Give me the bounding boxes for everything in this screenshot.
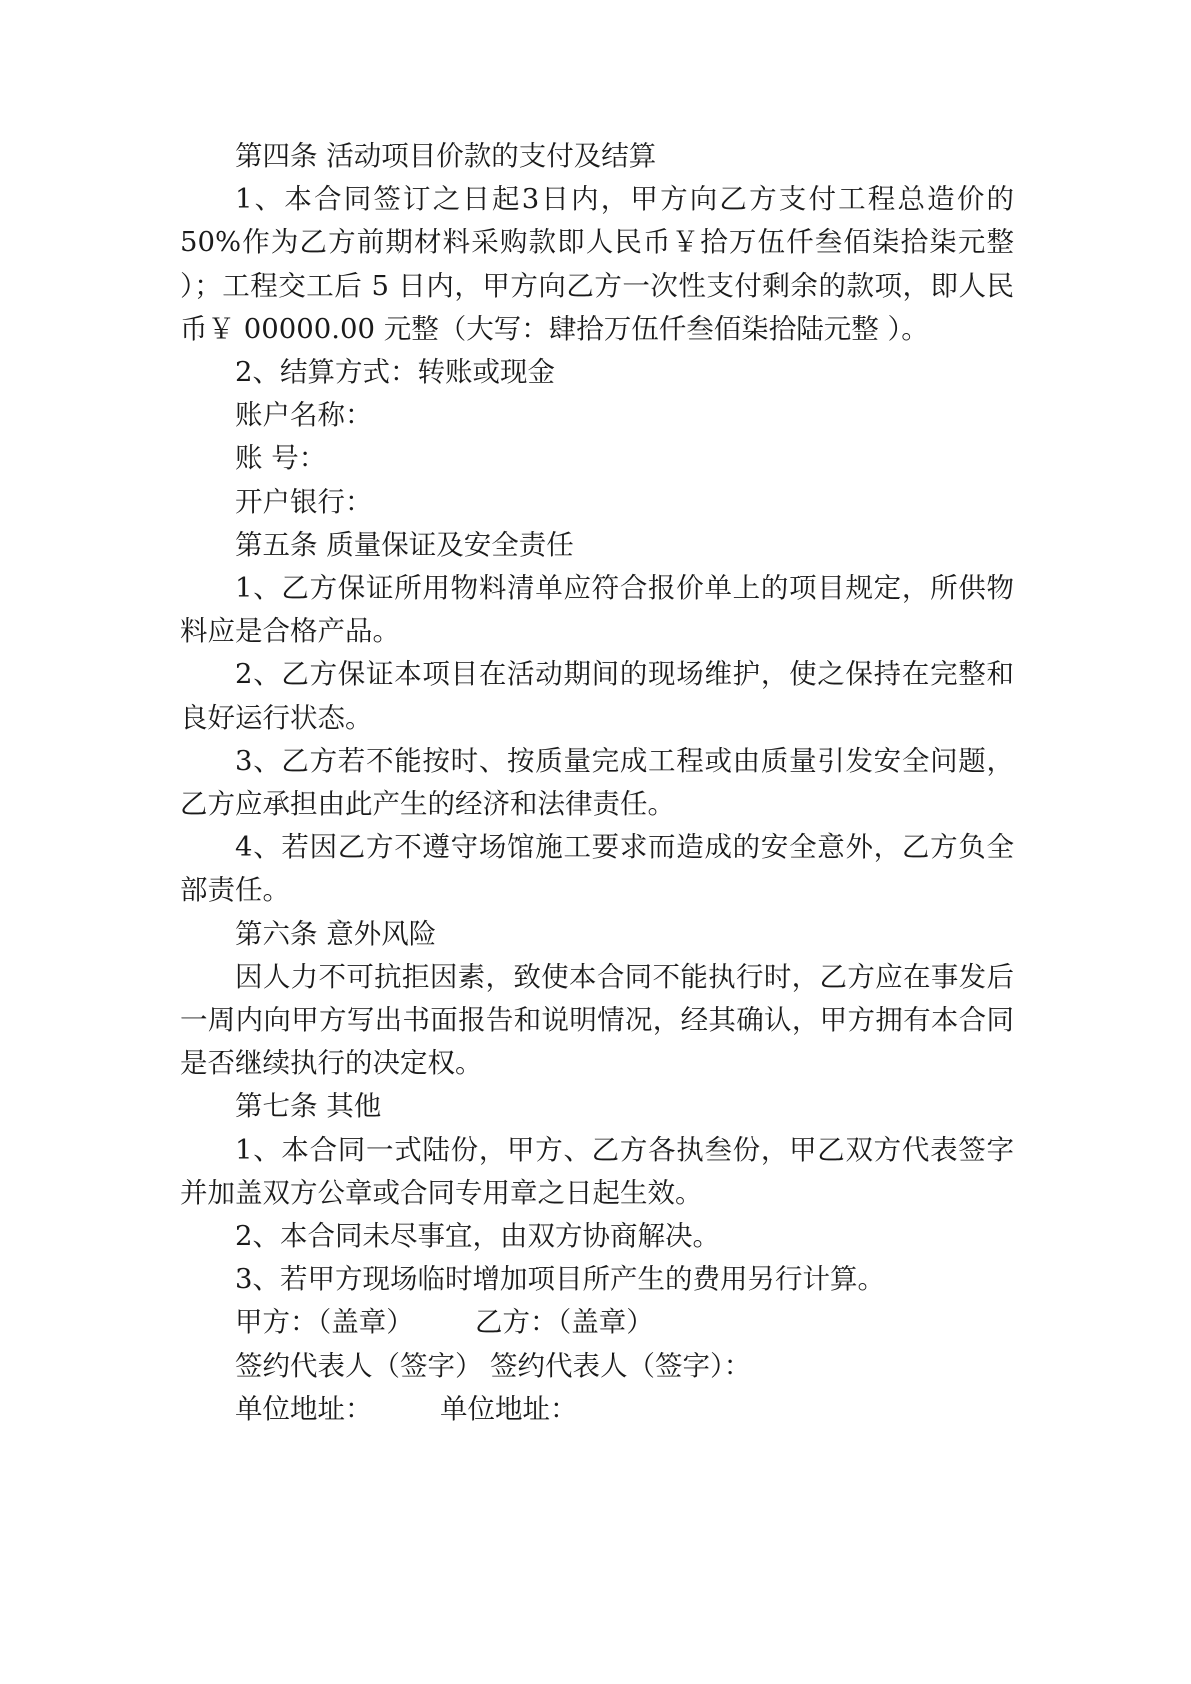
party-b-representative: 签约代表人（签字）： — [490, 1349, 752, 1382]
section-heading-article-4: 第四条 活动项目价款的支付及结算 — [235, 140, 657, 172]
party-b-address: 单位地址： — [440, 1392, 578, 1425]
paragraph-other-3: 3、若甲方现场临时增加项目所产生的费用另行计算。 — [235, 1263, 885, 1296]
paragraph-force-majeure: 因人力不可抗拒因素，致使本合同不能执行时，乙方应在事发后一周内向甲方写出书面报告和说明情况，经其确认，甲方拥有本合同是否继续执行的决定权。 — [180, 960, 1014, 1080]
paragraph-quality-4: 4、若因乙方不遵守场馆施工要求而造成的安全意外，乙方负全部责任。 — [180, 831, 1014, 907]
paragraph-quality-2: 2、乙方保证本项目在活动期间的现场维护，使之保持在完整和良好运行状态。 — [180, 658, 1014, 734]
party-b-seal: 乙方：（盖章） — [475, 1306, 654, 1339]
signature-row-address — [180, 1388, 1014, 1431]
field-account-name: 账户名称： — [235, 399, 373, 432]
field-bank: 开户银行： — [235, 485, 373, 518]
paragraph-other-2: 2、本合同未尽事宜，由双方协商解决。 — [235, 1220, 720, 1253]
party-a-address: 单位地址： — [235, 1392, 373, 1425]
field-account-number: 账 号： — [235, 442, 327, 475]
section-heading-article-5: 第五条 质量保证及安全责任 — [235, 528, 574, 561]
signature-row-representative — [180, 1345, 1014, 1388]
section-heading-article-7: 第七条 其他 — [235, 1090, 382, 1123]
paragraph-quality-3: 3、乙方若不能按时、按质量完成工程或由质量引发安全问题，乙方应承担由此产生的经济和法律责任。 — [180, 744, 1014, 821]
signature-row-seal — [180, 1301, 1014, 1344]
paragraph-quality-1: 1、乙方保证所用物料清单应符合报价单上的项目规定，所供物料应是合格产品。 — [180, 572, 1014, 648]
paragraph-other-1: 1、本合同一式陆份，甲方、乙方各执叁份，甲乙双方代表签字并加盖双方公章或合同专用章之日起生效。 — [180, 1133, 1014, 1209]
party-a-seal: 甲方：（盖章） — [235, 1306, 414, 1339]
contract-body — [180, 135, 1014, 1431]
section-heading-article-6: 第六条 意外风险 — [235, 917, 437, 950]
party-a-representative: 签约代表人（签字） — [235, 1349, 483, 1382]
paragraph-settlement-method: 2、结算方式：转账或现金 — [235, 356, 555, 389]
paragraph-payment-terms: 1、本合同签订之日起3日内，甲方向乙方支付工程总造价的50%作为乙方前期材料采购款即人民币￥拾万伍仟叁佰柒拾柒元整 ）；工程交工后 5 日内，甲方向乙方一次性支付剩余的款项，即人民币￥ 00000.00 元整（大写：肆拾万伍仟叁佰柒拾陆元整 ）。 — [180, 183, 1014, 345]
